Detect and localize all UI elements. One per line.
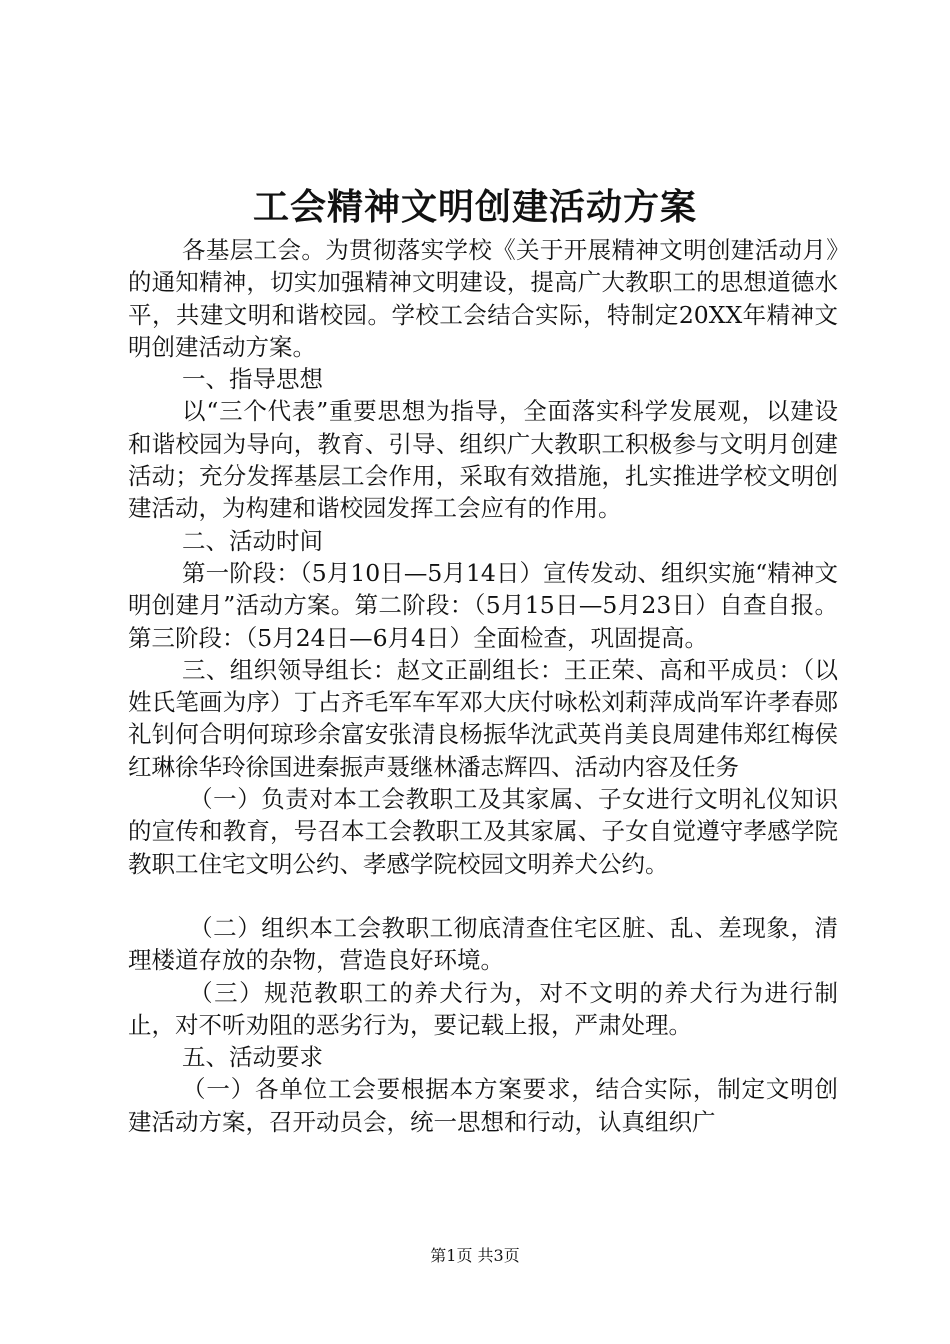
section-heading-guiding-ideology: 一、指导思想 (182, 365, 324, 394)
task-item-2: （二）组织本工会教职工彻底清查住宅区脏、乱、差现象，清理楼道存放的杂物，营造良好环境。 (128, 913, 838, 975)
task-item-1: （一）负责对本工会教职工及其家属、子女进行文明礼仪知识的宣传和教育，号召本工会教职工及其家属、子女自觉遵守孝感学院教职工住宅文明公约、孝感学院校园文明养犬公约。 (128, 785, 838, 878)
task-item-3: （三）规范教职工的养犬行为，对不文明的养犬行为进行制止，对不听劝阻的恶劣行为，要记载上报，严肃处理。 (128, 978, 838, 1039)
organization-paragraph: 三、组织领导组长：赵文正副组长：王正荣、高和平成员：（以姓氏笔画为序）丁占齐毛军车军邓大庆付咏松刘莉萍成尚军许孝春郧礼钊何合明何琼珍余富安张清良杨振华沈武英肖美良周建伟郑红梅侯红琳徐华玲徐国进秦振声聂继林潘志辉四、活动内容及任务 (128, 655, 838, 781)
section-heading-requirements: 五、活动要求 (182, 1043, 324, 1072)
section-heading-activity-time: 二、活动时间 (182, 526, 324, 555)
document-title: 工会精神文明创建活动方案 (252, 187, 697, 228)
activity-time-paragraph: 第一阶段：（5月10日—5月14日）宣传发动、组织实施“精神文明创建月”活动方案。第二阶段：（5月15日—5月23日）自查自报。第三阶段：（5月24日—6月4日）全面检查，巩固提高。 (128, 558, 838, 652)
requirement-item-1: （一）各单位工会要根据本方案要求，结合实际，制定文明创建活动方案，召开动员会，统一思想和行动，认真组织广 (128, 1075, 838, 1136)
page-footer: 第1页 共3页 (430, 1246, 520, 1265)
paragraph-gap (128, 880, 838, 912)
intro-paragraph: 各基层工会。为贯彻落实学校《关于开展精神文明创建活动月》的通知精神，切实加强精神文明建设，提高广大教职工的思想道德水平，共建文明和谐校园。学校工会结合实际，特制定20XX年精神文明创建活动方案。 (128, 236, 838, 361)
document-body (128, 234, 838, 1138)
guiding-ideology-paragraph: 以“三个代表”重要思想为指导，全面落实科学发展观，以建设和谐校园为导向，教育、引导、组织广大教职工积极参与文明月创建活动；充分发挥基层工会作用，采取有效措施，扎实推进学校文明创建活动，为构建和谐校园发挥工会应有的作用。 (128, 397, 838, 523)
